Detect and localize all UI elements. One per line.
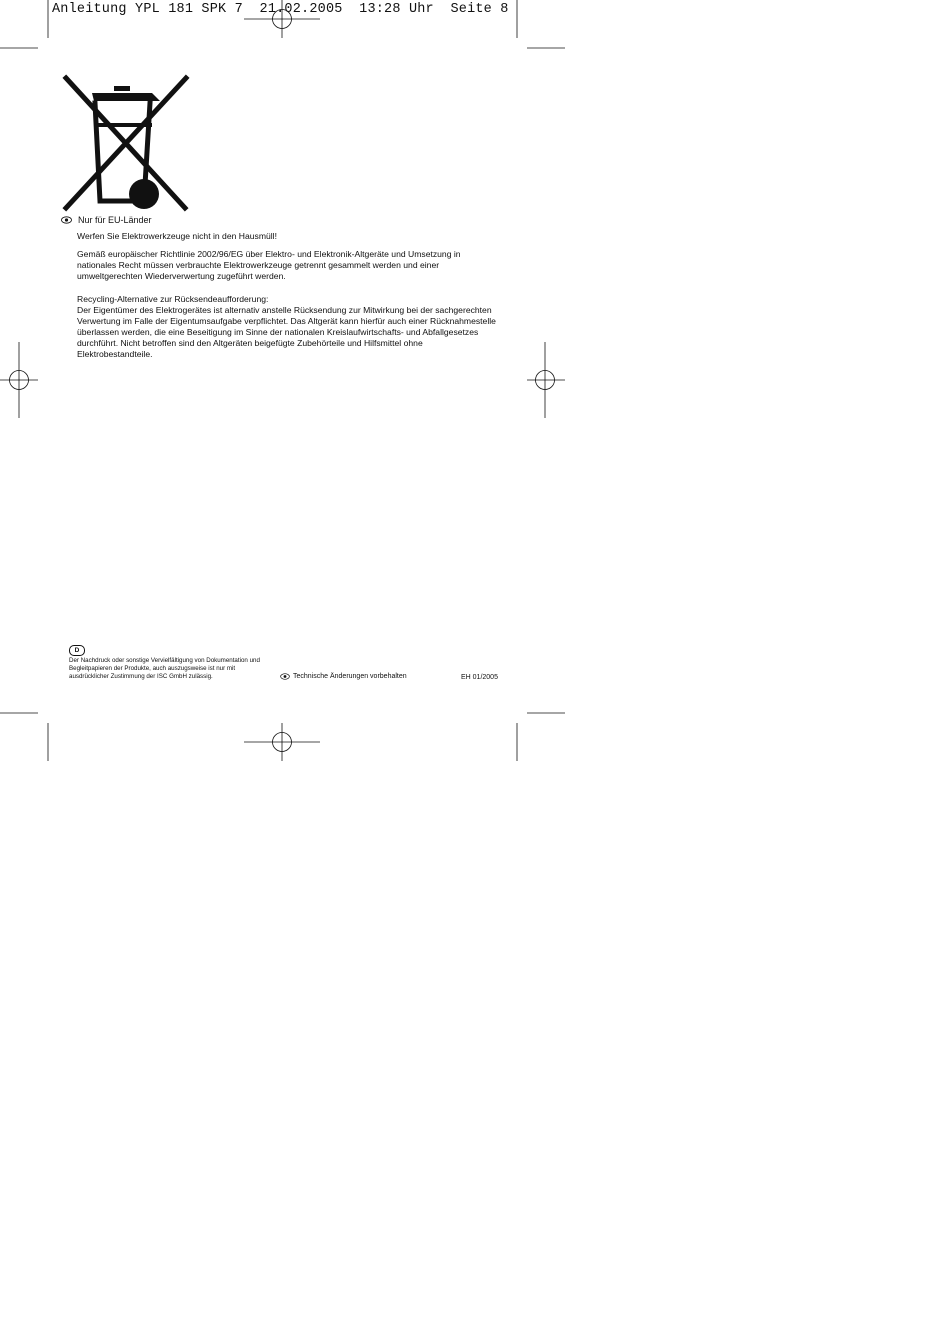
warning-text: Werfen Sie Elektrowerkzeuge nicht in den Hausmüll! xyxy=(77,231,277,241)
registration-mark-icon xyxy=(527,342,565,418)
directive-text: Gemäß europäischer Richtlinie 2002/96/EG über Elektro- und Elektronik-Altgeräte und Umsetzung in nationales Recht müssen verbrauchte Elektrowerkzeuge getrennt gesammelt werden und einer umweltgerechten Wiederverwertung zugeführt werden. xyxy=(77,249,461,281)
copyright-notice: Der Nachdruck oder sonstige Vervielfältigung von Dokumentation und Begleitpapieren der Produkte, auch auszugsweise ist nur mit ausdrücklicher Zustimmung der ISC GmbH zulässig. xyxy=(69,657,260,680)
eye-icon xyxy=(280,673,290,680)
version-code: EH 01/2005 xyxy=(461,674,498,681)
warning-paragraph xyxy=(77,231,497,242)
recycling-paragraph xyxy=(77,294,497,360)
registration-mark-icon xyxy=(244,723,320,761)
recycling-text: Der Eigentümer des Elektrogerätes ist alternativ anstelle Rücksendung zur Mitwirkung bei der sachgerechten Verwertung im Falle der Eigentumsaufgabe verpflichtet. Das Altgerät kann hierfür auch einer Rücknahmestelle überlassen werden, die eine Beseitigung im Sinne der nationalen Kreislaufwirtschafts- und Abfallgesetzes durchführt. Nicht betroffen sind den Altgeräten beigefügte Zubehörteile und Hilfsmittel ohne Elektrobestandteile. xyxy=(77,305,496,359)
eu-only-label xyxy=(61,215,152,225)
directive-paragraph xyxy=(77,249,497,282)
print-slug-header: Anleitung YPL 181 SPK 7 21.02.2005 13:28 Uhr Seite 8 xyxy=(52,2,509,17)
crossed-out-wheelie-bin-icon xyxy=(60,73,192,213)
eye-icon xyxy=(61,216,72,224)
eu-only-text: Nur für EU-Länder xyxy=(78,215,152,225)
technical-changes-note xyxy=(280,673,407,680)
country-code-badge: D xyxy=(69,645,85,656)
registration-mark-icon xyxy=(244,0,320,38)
registration-mark-icon xyxy=(0,342,38,418)
recycling-heading: Recycling-Alternative zur Rücksendeaufforderung: xyxy=(77,294,269,304)
technical-changes-text: Technische Änderungen vorbehalten xyxy=(293,673,407,680)
